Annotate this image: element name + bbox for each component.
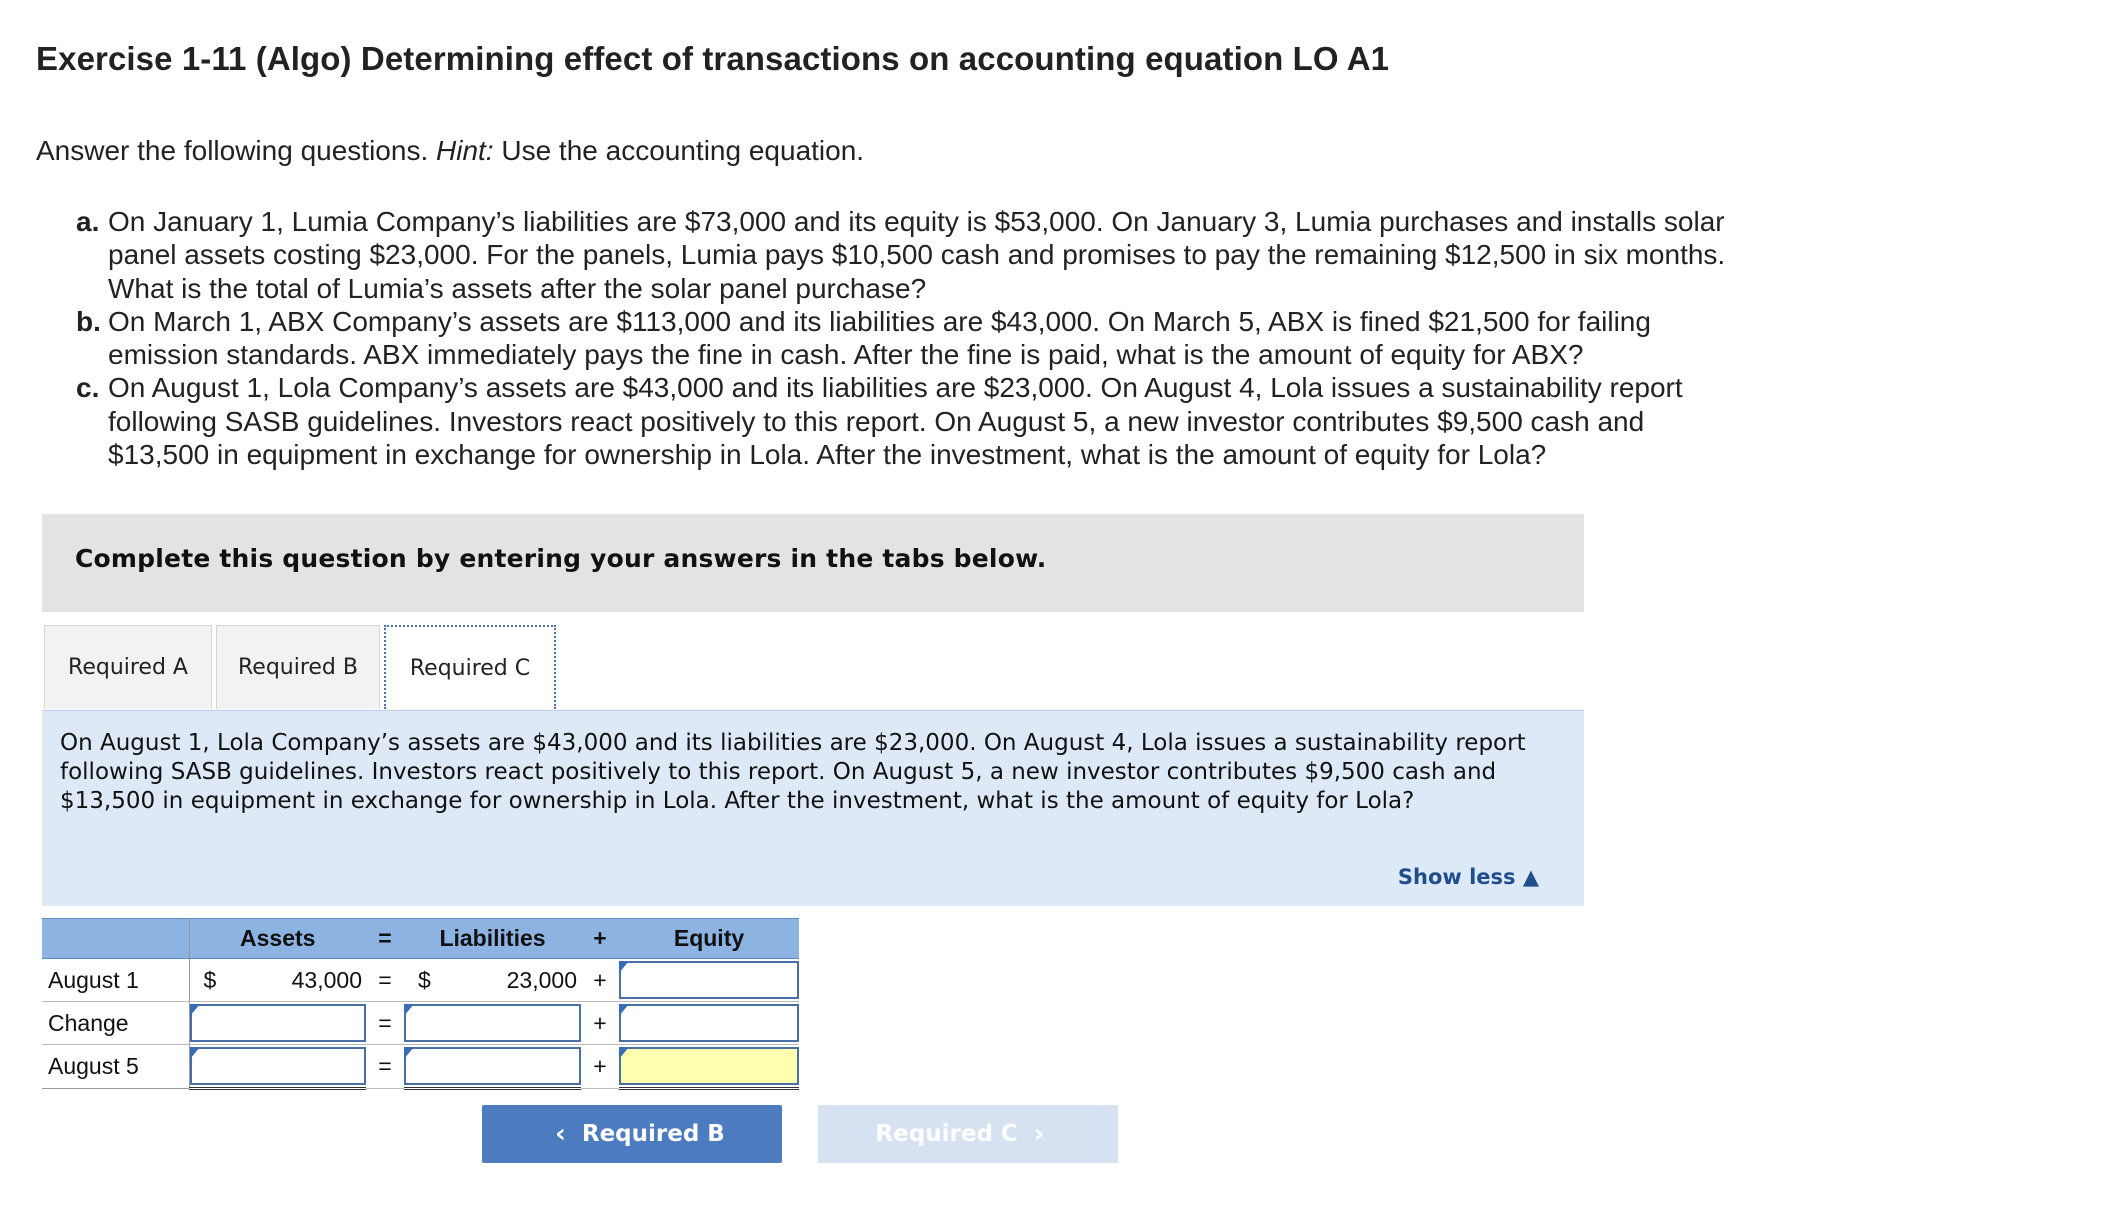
table-row-august-1 — [42, 959, 799, 1002]
assets-change-input[interactable] — [190, 1004, 367, 1042]
liabilities-august-5-input[interactable] — [404, 1047, 581, 1085]
part-b — [76, 305, 1736, 372]
instruction-banner — [42, 514, 1584, 612]
part-label: a. — [76, 206, 100, 237]
assets-cell — [189, 1045, 366, 1089]
show-less-link[interactable]: Show less ▲ — [1397, 865, 1539, 889]
question-parts — [76, 205, 1736, 471]
page-title: Exercise 1-11 (Algo) Determining effect of transactions on accounting equation LO A1 — [36, 40, 1390, 77]
banner-text: Complete this question by entering your answers in the tabs below. — [75, 544, 1047, 573]
part-label: c. — [76, 372, 100, 404]
tab-required-b[interactable]: Required B — [216, 625, 380, 709]
liabilities-cell — [404, 1002, 581, 1045]
liabilities-dollar: $ — [404, 959, 444, 1002]
part-c — [76, 371, 1736, 471]
equity-change-input[interactable] — [619, 1004, 799, 1042]
part-text: On August 1, Lola Company’s assets are $43,000 and its liabilities are $23,000. On August 4, Lola issues a sustainability report following SASB guidelines. Investors react positively to this report. On August 5, a new investor contributes $9,500 cash and $13,500 in equipment in exchange for ownership in Lola. After the investment, what is the amount of equity for Lola? — [108, 372, 1683, 471]
row-label: Change — [42, 1002, 189, 1045]
equity-cell — [619, 1045, 799, 1089]
equity-cell — [619, 1002, 799, 1045]
prev-button-label: Required B — [581, 1121, 725, 1147]
plus-sign: + — [581, 959, 619, 1002]
prev-required-b-button[interactable] — [482, 1105, 782, 1163]
part-label: b. — [76, 305, 101, 337]
accounting-equation-table — [42, 918, 799, 1090]
intro-main: Answer the following questions. — [36, 135, 429, 166]
table-row-change — [42, 1002, 799, 1045]
tab-required-c[interactable]: Required C — [384, 625, 556, 709]
header-liabilities: Liabilities — [404, 919, 581, 959]
equity-cell — [619, 959, 799, 1002]
chevron-right-icon: › — [1033, 1119, 1045, 1149]
panel-question: On August 1, Lola Company’s assets are $43,000 and its liabilities are $23,000. On August 4, Lola issues a sustainability report following SASB guidelines. Investors react positively to this report. On August 5, a new investor contributes $9,500 cash and $13,500 in equipment in exchange for ownership in Lola. After the investment, what is the amount of equity for Lola? — [60, 730, 1526, 814]
equals-sign: = — [366, 1045, 404, 1089]
equals-sign: = — [366, 959, 404, 1002]
assets-cell — [189, 1002, 366, 1045]
question-panel — [42, 711, 1584, 906]
tab-required-a[interactable]: Required A — [44, 625, 212, 709]
assets-august-5-input[interactable] — [190, 1047, 367, 1085]
header-blank — [42, 919, 189, 959]
part-text: On March 1, ABX Company’s assets are $113,000 and its liabilities are $43,000. On March 5, ABX is fined $21,500 for failing emission standards. ABX immediately pays the fine in cash. After the fine is paid, what is the amount of equity for ABX? — [108, 305, 1651, 371]
equity-august-1-input[interactable] — [619, 961, 799, 999]
header-equals: = — [366, 919, 404, 959]
liabilities-cell — [404, 1045, 581, 1089]
part-text: On January 1, Lumia Company’s liabilities are $73,000 and its equity is $53,000. On January 3, Lumia purchases and installs solar panel assets costing $23,000. For the panels, Lumia pays $10,500 cash and promises to pay the remaining $12,500 in six months. What is the total of Lumia’s assets after the solar panel purchase? — [108, 206, 1726, 304]
row-label: August 5 — [42, 1045, 189, 1089]
part-a — [76, 205, 1736, 305]
chevron-left-icon: ‹ — [555, 1119, 566, 1149]
header-plus: + — [581, 919, 619, 959]
next-button-label: Required C — [875, 1121, 1018, 1147]
header-equity: Equity — [619, 919, 799, 959]
liabilities-value: 23,000 — [444, 959, 581, 1002]
equity-august-5-input[interactable] — [619, 1047, 799, 1085]
hint-text: Use the accounting equation. — [501, 135, 865, 166]
next-required-c-button[interactable] — [818, 1105, 1118, 1163]
header-assets: Assets — [189, 919, 366, 959]
row-label: August 1 — [42, 959, 189, 1002]
table-header-row — [42, 919, 799, 959]
hint-label: Hint: — [436, 135, 494, 166]
plus-sign: + — [581, 1045, 619, 1089]
table-row-august-5 — [42, 1045, 799, 1089]
plus-sign: + — [581, 1002, 619, 1045]
liabilities-change-input[interactable] — [404, 1004, 581, 1042]
intro-text — [36, 135, 864, 167]
assets-dollar: $ — [189, 959, 229, 1002]
equals-sign: = — [366, 1002, 404, 1045]
assets-value: 43,000 — [229, 959, 366, 1002]
